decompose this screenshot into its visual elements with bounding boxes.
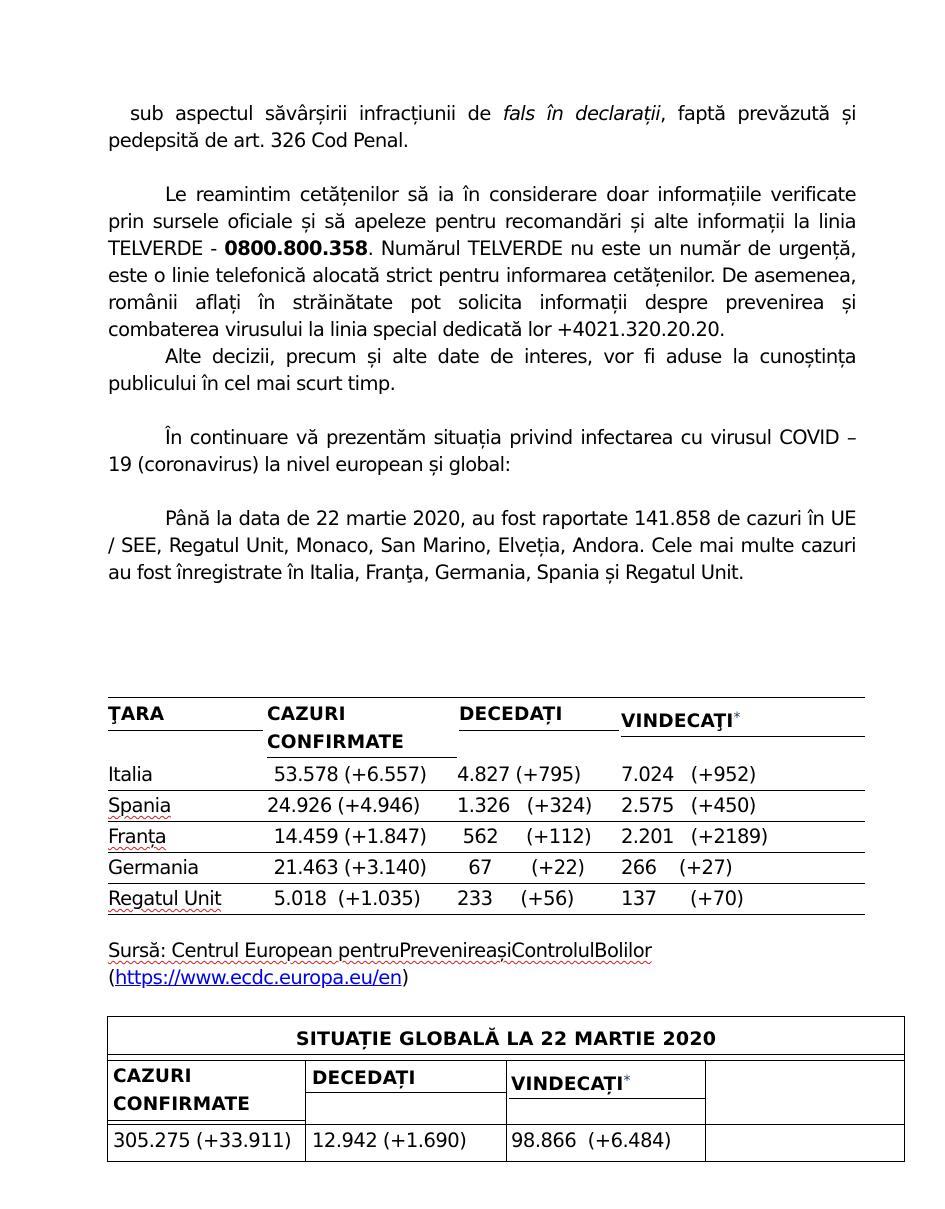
cell-recovered: 137 (+70): [621, 887, 744, 910]
global-table-title: SITUAȚIE GLOBALĂ LA 22 MARTIE 2020: [108, 1017, 904, 1055]
header-country: ŢARA: [108, 704, 165, 725]
paragraph-telverde: [108, 181, 856, 343]
header-underline: [459, 730, 619, 731]
cell-global-recovered: 98.866 (+6.484): [511, 1129, 672, 1152]
cell-recovered: 2.575 (+450): [621, 794, 756, 817]
header-underline: [306, 1092, 506, 1093]
header-recovered: [511, 1071, 631, 1099]
eu-cases-table: [108, 697, 865, 915]
text: , faptă prevăzută și pedepsită de art. 326 Cod Penal.: [108, 102, 856, 152]
column-divider: [305, 1060, 306, 1161]
header-deaths: DECEDAȚI: [459, 704, 563, 725]
text: sub aspectul săvârșirii infracțiunii de: [130, 102, 503, 125]
paren: ): [401, 966, 409, 989]
cell-global-confirmed: 305.275 (+33.911): [113, 1129, 292, 1152]
paren: (: [108, 966, 116, 989]
text: VINDECAŢI: [621, 711, 734, 732]
global-situation-table: [107, 1016, 905, 1162]
table-row: [108, 760, 865, 791]
text: VINDECAȚI: [511, 1074, 624, 1095]
header-deaths: DECEDAȚI: [312, 1068, 416, 1089]
table-row: [108, 853, 865, 884]
header-confirmed-line1: CAZURI: [267, 704, 346, 725]
paragraph-other-decisions: Alte decizii, precum și alte date de interes, vor fi aduse la cunoștința publicului în cel mai scurt timp.: [108, 345, 856, 395]
header-confirmed-line1: CAZURI: [113, 1066, 192, 1087]
cell-recovered: 266 (+27): [621, 856, 733, 879]
table-row: [108, 822, 865, 853]
italic-term: fals în declarații: [502, 102, 661, 125]
header-confirmed-line2: CONFIRMATE: [113, 1094, 251, 1115]
cell-country: Regatul Unit: [108, 887, 222, 910]
table-row: [108, 791, 865, 822]
cell-recovered: 2.201 (+2189): [621, 825, 768, 848]
cell-deaths: 4.827 (+795): [457, 763, 581, 786]
cell-global-deaths: 12.942 (+1.690): [312, 1129, 467, 1152]
cell-recovered: 7.024 (+952): [621, 763, 756, 786]
source-citation: [108, 937, 651, 991]
row-separator: [108, 1124, 904, 1125]
cell-deaths: 1.326 (+324): [457, 794, 592, 817]
source-label: Sursă: Centrul European pentruPrevenireașiControlulBolilor: [108, 939, 652, 962]
table-header: [108, 698, 865, 760]
cell-deaths: 67 (+22): [457, 856, 585, 879]
cell-confirmed: 53.578 (+6.557): [268, 763, 427, 786]
cell-country: Italia: [108, 763, 153, 786]
header-confirmed-line2: CONFIRMATE: [267, 732, 405, 753]
header-underline: [108, 730, 263, 731]
paragraph-false-declarations: [108, 100, 856, 154]
cell-confirmed: 24.926 (+4.946): [267, 794, 420, 817]
paragraph-eu-cases: Până la data de 22 martie 2020, au fost raportate 141.858 de cazuri în UE / SEE, Regatul Unit, Monaco, San Marino, Elveția, Andora. Cele mai multe cazuri au fost înregistrate în Italia, Franţa, Germania, Spania și Regatul Unit.: [108, 507, 856, 584]
text: Le reamintim cetățenilor să ia în considerare doar informațiile verificate prin sursele oficiale și să apeleze pentru recomandări și alte informații la linia TELVERDE -: [108, 183, 856, 260]
paragraph-intro-situation: În continuare vă prezentăm situația privind infectarea cu virusul COVID – 19 (coronavirus) la nivel european și global:: [108, 426, 856, 476]
header-underline: [267, 757, 457, 758]
cell-deaths: 562 (+112): [457, 825, 592, 848]
cell-confirmed: 5.018 (+1.035): [268, 887, 421, 910]
cell-country: Franța: [108, 825, 167, 848]
source-link-line: [108, 964, 651, 991]
column-divider: [506, 1060, 507, 1161]
cell-country: Germania: [108, 856, 199, 879]
asterisk-footnote-mark: *: [623, 1073, 631, 1089]
table-row: [108, 884, 865, 915]
cell-deaths: 233 (+56): [457, 887, 574, 910]
telverde-phone-number: 0800.800.358: [224, 237, 368, 260]
header-underline: [621, 736, 865, 737]
ecdc-link[interactable]: https://www.ecdc.europa.eu/en: [115, 966, 402, 989]
cell-confirmed: 21.463 (+3.140): [268, 856, 427, 879]
header-underline: [509, 1098, 705, 1099]
document-body: [108, 100, 856, 586]
column-divider: [705, 1060, 706, 1161]
asterisk-footnote-mark: *: [733, 710, 741, 726]
cell-confirmed: 14.459 (+1.847): [268, 825, 427, 848]
header-underline: [108, 1120, 305, 1121]
header-recovered: [621, 708, 741, 736]
cell-country: Spania: [108, 794, 171, 817]
text: . Numărul TELVERDE nu este un număr de urgență, este o linie telefonică alocată strict pentru informarea cetățenilor. De asemenea, românii aflați în străinătate pot solicita informații despre prevenirea și combaterea virusului la linia special dedicată lor +4021.320.20.20.: [108, 237, 856, 341]
